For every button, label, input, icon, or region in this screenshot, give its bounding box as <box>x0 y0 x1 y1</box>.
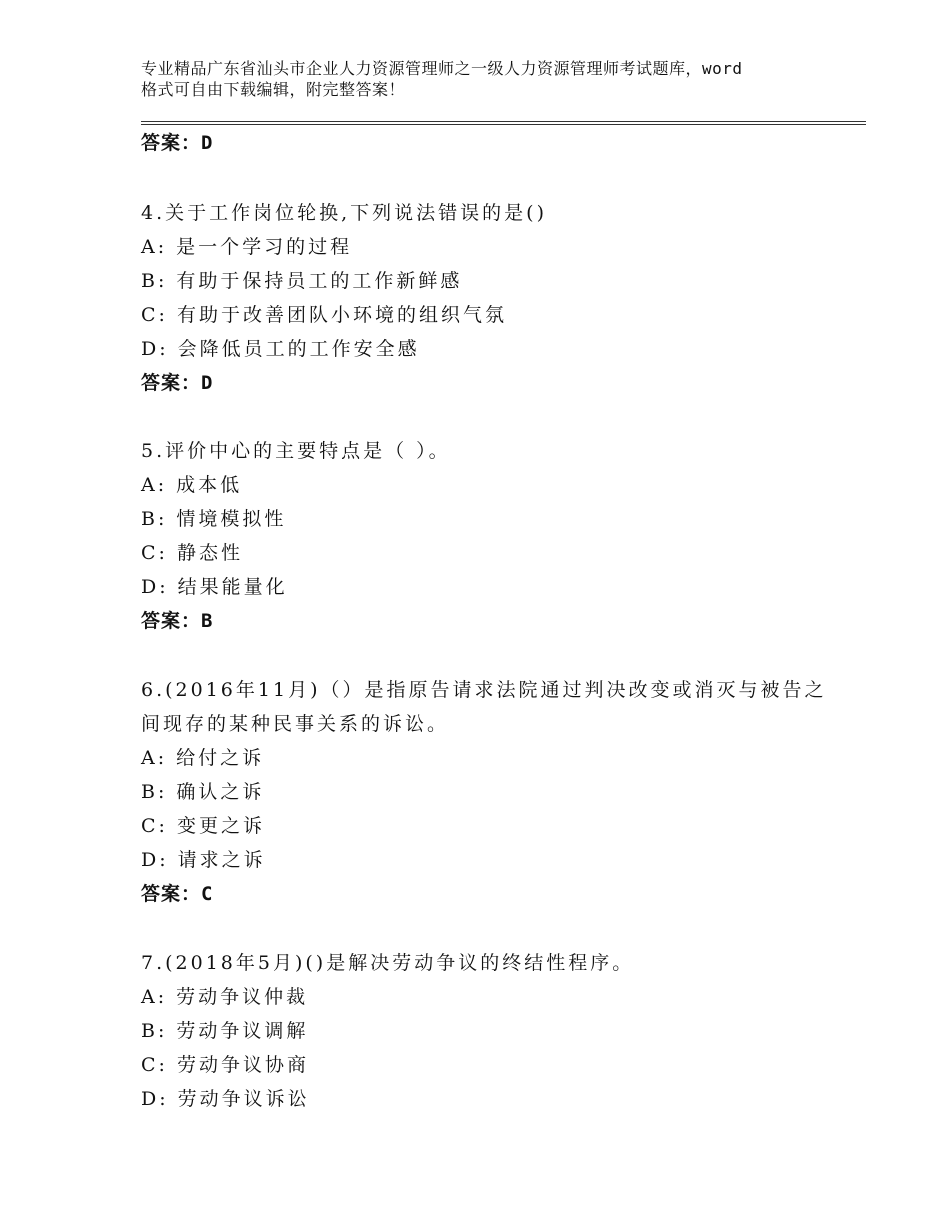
answer-prefix: 答案： <box>141 132 202 154</box>
answer-prefix: 答案： <box>141 610 202 632</box>
option-d: D: 请求之诉 <box>141 849 266 871</box>
header-line-1: 专业精品广东省汕头市企业人力资源管理师之一级人力资源管理师考试题库，word <box>141 59 743 78</box>
option-c: C: 有助于改善团队小环境的组织气氛 <box>141 304 507 326</box>
option-c: C: 静态性 <box>141 542 243 564</box>
question-stem: 7.(2018年5月)()是解决劳动争议的终结性程序。 <box>141 952 635 974</box>
option-b: B: 确认之诉 <box>141 781 265 803</box>
option-a: A: 给付之诉 <box>141 747 265 769</box>
option-b: B: 劳动争议调解 <box>141 1020 309 1042</box>
question-stem-line-2: 间现存的某种民事关系的诉讼。 <box>141 713 450 735</box>
option-d: D: 劳动争议诉讼 <box>141 1088 310 1110</box>
question-stem-line-1: 6.(2016年11月)（）是指原告请求法院通过判决改变或消灭与被告之 <box>141 679 827 701</box>
prev-answer-block <box>141 126 831 160</box>
question-6 <box>141 673 831 911</box>
option-b: B: 有助于保持员工的工作新鲜感 <box>141 270 463 292</box>
answer-letter: B <box>201 610 214 632</box>
option-a: A: 成本低 <box>141 474 243 496</box>
answer-prefix: 答案： <box>141 372 202 394</box>
option-d: D: 结果能量化 <box>141 576 288 598</box>
option-d: D: 会降低员工的工作安全感 <box>141 338 420 360</box>
header-line-2: 格式可自由下载编辑，附完整答案！ <box>141 80 406 99</box>
question-stem: 5.评价中心的主要特点是（ ）。 <box>141 440 451 462</box>
answer-prefix: 答案： <box>141 883 202 905</box>
answer-line <box>141 877 831 911</box>
option-c: C: 劳动争议协商 <box>141 1054 309 1076</box>
question-5 <box>141 434 831 638</box>
answer-line <box>141 126 831 160</box>
answer-letter: C <box>201 883 214 905</box>
header-rule-top <box>141 121 866 122</box>
document-header <box>141 58 831 100</box>
option-a: A: 是一个学习的过程 <box>141 236 353 258</box>
question-stem: 4.关于工作岗位轮换,下列说法错误的是() <box>141 202 547 224</box>
option-c: C: 变更之诉 <box>141 815 265 837</box>
option-b: B: 情境模拟性 <box>141 508 287 530</box>
answer-letter: D <box>201 372 214 394</box>
question-7 <box>141 946 831 1116</box>
answer-letter: D <box>201 132 214 154</box>
answer-line <box>141 366 831 400</box>
option-a: A: 劳动争议仲裁 <box>141 986 309 1008</box>
header-rule-bottom <box>141 124 866 125</box>
question-4 <box>141 196 831 400</box>
answer-line <box>141 604 831 638</box>
